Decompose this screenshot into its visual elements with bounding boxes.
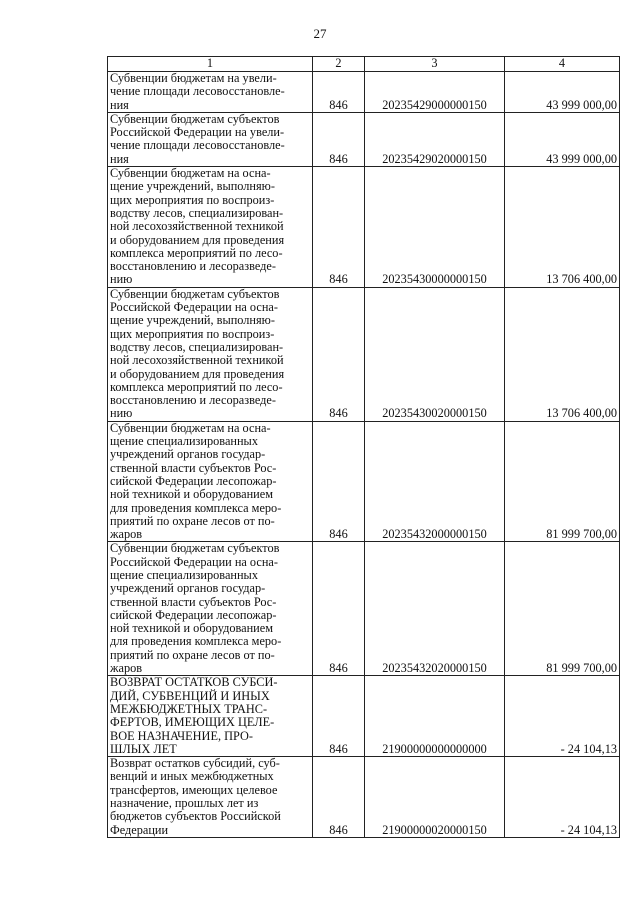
- table-row: [108, 757, 620, 838]
- row-name: Субвенции бюджетам на осна- щение учреждений, выполняю- щих мероприятия по воспроиз- водству лесов, специализирован- ной лесохозяйственной техникой и оборудованием для проведения комплекса мероприятий по лесо- восстановлению и лесоразведе- нию: [108, 167, 313, 288]
- row-budget-code: 21900000020000150: [365, 757, 505, 838]
- row-name: Субвенции бюджетам субъектов Российской Федерации на увели- чение площади лесовосстановле- ния: [108, 112, 313, 166]
- row-admin-code: 846: [313, 757, 365, 838]
- page-number: 27: [313, 26, 327, 41]
- table-row: [108, 167, 620, 288]
- row-name: Субвенции бюджетам на осна- щение специализированных учреждений органов государ- ственной власти субъектов Рос- сийской Федерации лесопожар- ной техникой и оборудованием для проведения комплекса меро- приятий по охране лесов от по- жаров: [108, 421, 313, 542]
- row-amount: - 24 104,13: [505, 757, 620, 838]
- table-row: [108, 112, 620, 166]
- row-name: Субвенции бюджетам субъектов Российской Федерации на осна- щение специализированных учреждений органов государ- ственной власти субъектов Рос- сийской Федерации лесопожар- ной техникой и оборудованием для проведения комплекса меро- приятий по охране лесов от по- жаров: [108, 542, 313, 676]
- table-row: [108, 542, 620, 676]
- row-amount: 13 706 400,00: [505, 167, 620, 288]
- row-budget-code: 20235429020000150: [365, 112, 505, 166]
- row-name: Субвенции бюджетам на увели- чение площади лесовосстановле- ния: [108, 72, 313, 113]
- row-budget-code: 20235432020000150: [365, 542, 505, 676]
- row-amount: - 24 104,13: [505, 676, 620, 757]
- row-name: ВОЗВРАТ ОСТАТКОВ СУБСИ- ДИЙ, СУБВЕНЦИЙ И ИНЫХ МЕЖБЮДЖЕТНЫХ ТРАНС- ФЕРТОВ, ИМЕЮЩИХ ЦЕЛЕ- ВОЕ НАЗНАЧЕНИЕ, ПРО- ШЛЫХ ЛЕТ: [108, 676, 313, 757]
- row-amount: 43 999 000,00: [505, 112, 620, 166]
- row-admin-code: 846: [313, 421, 365, 542]
- row-budget-code: 20235430020000150: [365, 287, 505, 421]
- column-header-1: 1: [108, 57, 313, 72]
- row-budget-code: 20235432000000150: [365, 421, 505, 542]
- column-header-4: 4: [505, 57, 620, 72]
- row-amount: 43 999 000,00: [505, 72, 620, 113]
- table-row: [108, 72, 620, 113]
- row-budget-code: 20235429000000150: [365, 72, 505, 113]
- budget-table: [107, 56, 620, 838]
- row-amount: 81 999 700,00: [505, 421, 620, 542]
- row-amount: 13 706 400,00: [505, 287, 620, 421]
- row-budget-code: 20235430000000150: [365, 167, 505, 288]
- row-budget-code: 21900000000000000: [365, 676, 505, 757]
- table-row: [108, 676, 620, 757]
- row-admin-code: 846: [313, 676, 365, 757]
- row-admin-code: 846: [313, 167, 365, 288]
- column-header-3: 3: [365, 57, 505, 72]
- row-admin-code: 846: [313, 287, 365, 421]
- table-row: [108, 421, 620, 542]
- row-name: Возврат остатков субсидий, суб- венций и иных межбюджетных трансфертов, имеющих целевое назначение, прошлых лет из бюджетов субъектов Российской Федерации: [108, 757, 313, 838]
- row-amount: 81 999 700,00: [505, 542, 620, 676]
- row-admin-code: 846: [313, 112, 365, 166]
- table-row: [108, 287, 620, 421]
- row-admin-code: 846: [313, 542, 365, 676]
- table-header-row: [108, 57, 620, 72]
- column-header-2: 2: [313, 57, 365, 72]
- row-name: Субвенции бюджетам субъектов Российской Федерации на осна- щение учреждений, выполняю- щих мероприятия по воспроиз- водству лесов, специализирован- ной лесохозяйственной техникой и оборудованием для проведения комплекса мероприятий по лесо- восстановлению и лесоразведе- нию: [108, 287, 313, 421]
- row-admin-code: 846: [313, 72, 365, 113]
